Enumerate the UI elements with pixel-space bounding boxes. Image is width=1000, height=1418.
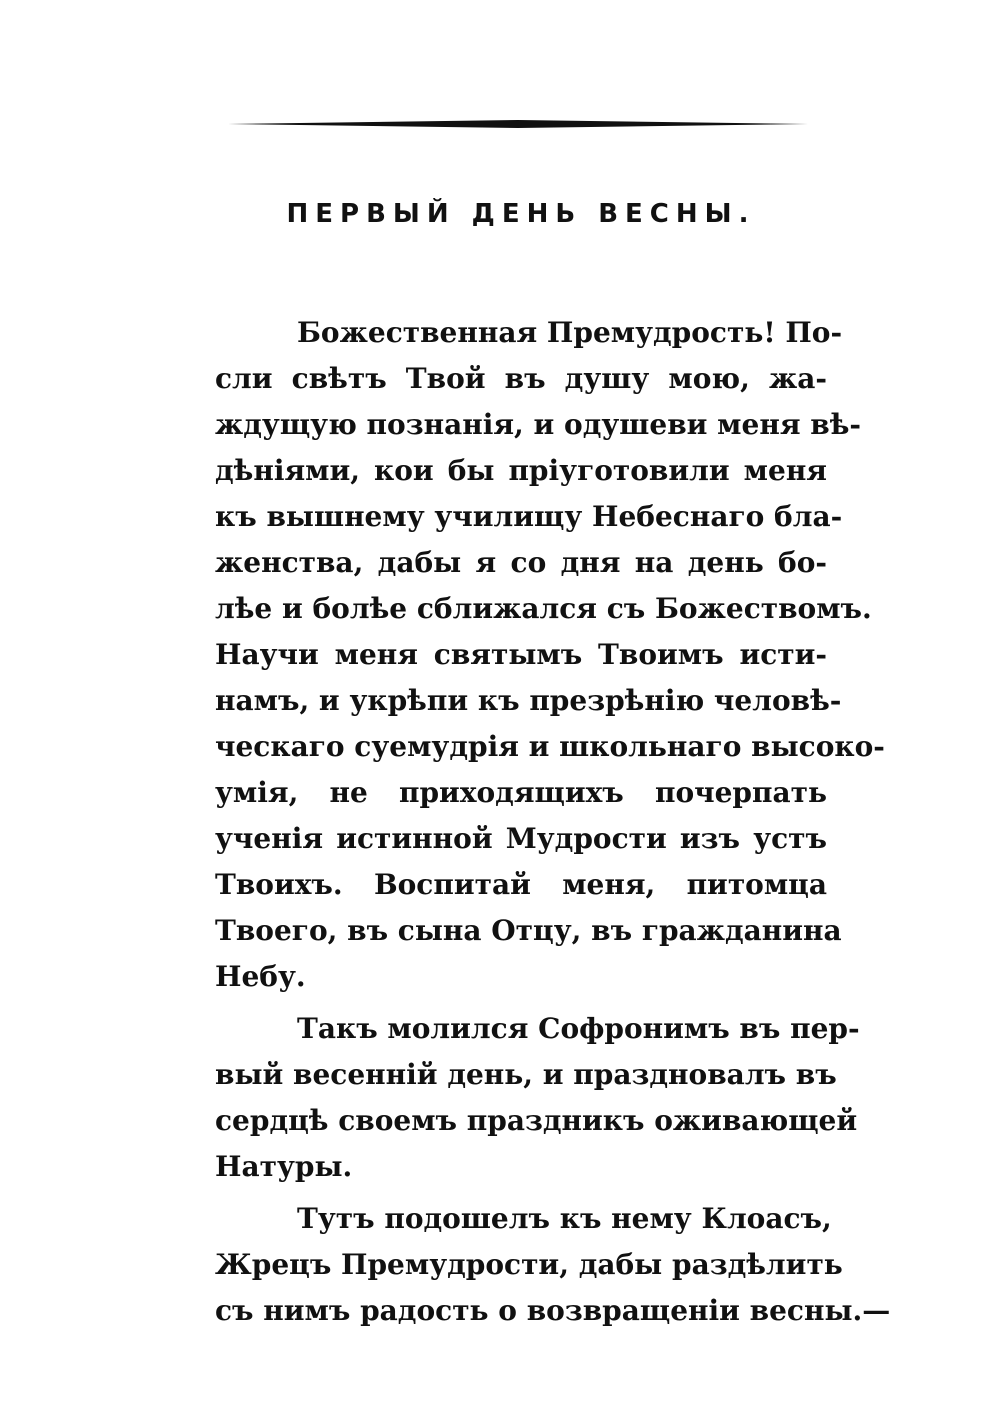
text-line: Такъ молился Софронимъ въ пер- <box>297 1012 860 1045</box>
paragraph-prayer <box>215 310 885 1000</box>
text-line: сердцѣ своемъ праздникъ оживающей <box>215 1104 858 1137</box>
text-line: Научи меня святымъ Твоимъ исти- <box>215 638 827 671</box>
text-line: Натуры. <box>215 1150 353 1183</box>
text-line: дѣніями, кои бы пріуготовили меня <box>215 454 827 487</box>
text-line: вый весенній день, и праздновалъ въ <box>215 1058 837 1091</box>
text-line: намъ, и укрѣпи къ презрѣнію человѣ- <box>215 684 842 717</box>
text-line: Твоего, въ сына Отцу, въ гражданина <box>215 914 842 947</box>
paragraph-kloas <box>215 1196 891 1334</box>
text-line: Божественная Премудрость! По- <box>297 316 843 349</box>
text-line: лѣе и болѣе сближался съ Божествомъ. <box>215 592 872 625</box>
text-line: съ нимъ радость о возвращеніи весны.— <box>215 1294 891 1327</box>
text-line: ческаго суемудрія и школьнаго высоко- <box>215 730 885 763</box>
text-line: къ вышнему училищу Небеснаго бла- <box>215 500 843 533</box>
text-line: ждущую познанія, и одушеви меня вѣ- <box>215 408 862 441</box>
text-line: женства, дабы я со дня на день бо- <box>215 546 827 579</box>
chapter-title: ПЕРВЫЙ ДЕНЬ ВЕСНЫ. <box>286 199 756 229</box>
text-line: умія, не приходящихъ почерпать <box>215 776 827 809</box>
rule-line-graphic <box>228 120 808 128</box>
text-line: ученія истинной Мудрости изъ устъ <box>215 822 827 855</box>
text-body <box>215 310 891 1334</box>
text-line: сли свѣтъ Твой въ душу мою, жа- <box>215 362 827 395</box>
text-line: Небу. <box>215 960 306 993</box>
text-line: Тутъ подошелъ къ нему Клоасъ, <box>297 1202 832 1235</box>
text-line: Жрецъ Премудрости, дабы раздѣлить <box>215 1248 843 1281</box>
ornamental-rule <box>228 120 808 128</box>
text-line: Твоихъ. Воспитай меня, питомца <box>215 868 827 901</box>
paragraph-sofronim <box>215 1006 860 1190</box>
